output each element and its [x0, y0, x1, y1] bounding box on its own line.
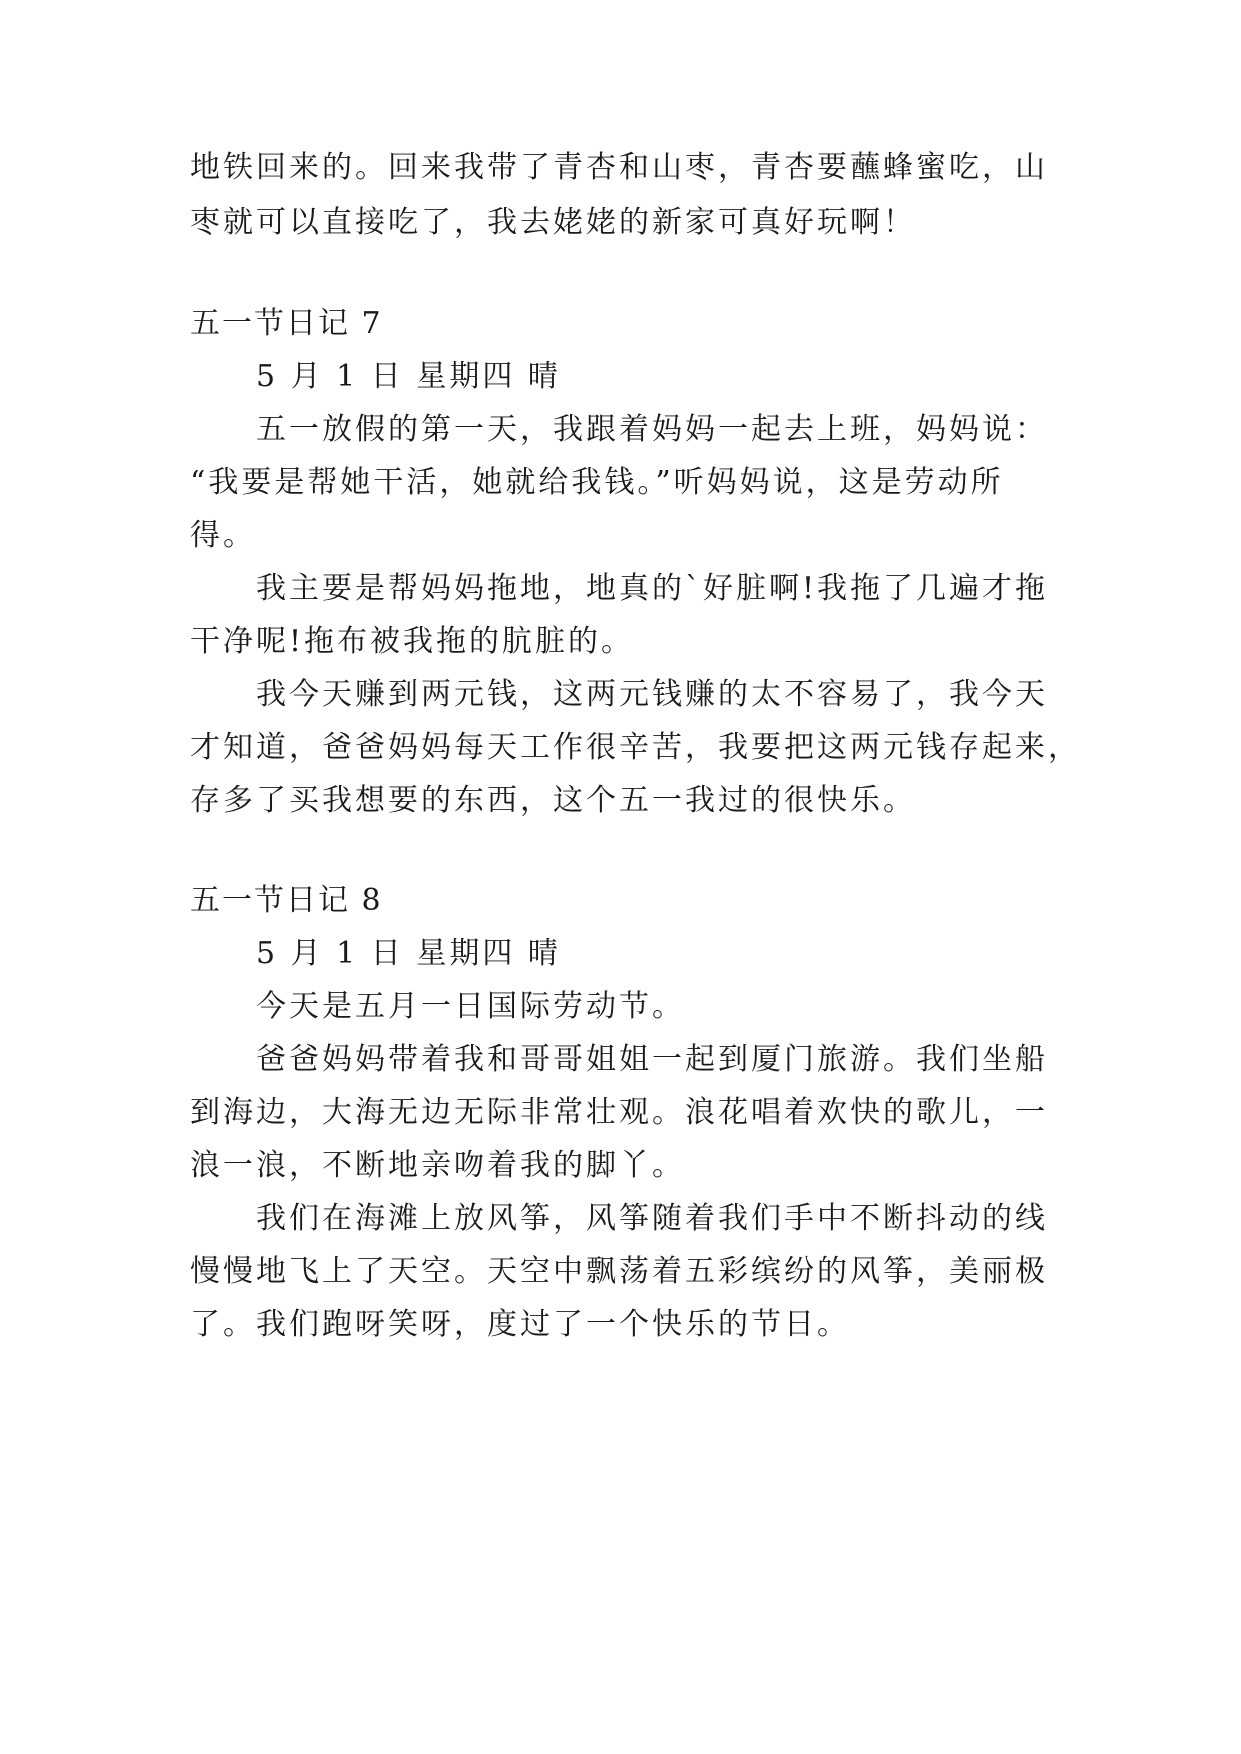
paragraph-line: 到海边，大海无边无际非常壮观。浪花唱着欢快的歌儿，一 [190, 1095, 1048, 1130]
paragraph-line: 干净呢!拖布被我拖的肮脏的。 [190, 624, 635, 659]
paragraph-line: 慢慢地飞上了天空。天空中飘荡着五彩缤纷的风筝，美丽极 [190, 1254, 1048, 1289]
diary-8-title: 五一节日记 8 [190, 883, 383, 918]
paragraph-line: 地铁回来的。回来我带了青杏和山枣，青杏要蘸蜂蜜吃，山 [190, 150, 1048, 185]
diary-7-title: 五一节日记 7 [190, 306, 383, 341]
paragraph-line: 了。我们跑呀笑呀，度过了一个快乐的节日。 [190, 1307, 850, 1342]
paragraph-line: 存多了买我想要的东西，这个五一我过的很快乐。 [190, 783, 916, 818]
paragraph-line: 今天是五月一日国际劳动节。 [256, 989, 685, 1024]
paragraph-line: 才知道，爸爸妈妈每天工作很辛苦，我要把这两元钱存起来， [190, 730, 1081, 765]
paragraph-line: 浪一浪，不断地亲吻着我的脚丫。 [190, 1148, 685, 1183]
paragraph-line: 枣就可以直接吃了，我去姥姥的新家可真好玩啊！ [190, 205, 916, 240]
paragraph-line: 得。 [190, 518, 256, 553]
paragraph-line: 我主要是帮妈妈拖地，地真的`好脏啊!我拖了几遍才拖 [256, 571, 1049, 606]
diary-7-date: 5 月 1 日 星期四 晴 [256, 359, 561, 394]
paragraph-line: 我今天赚到两元钱，这两元钱赚的太不容易了，我今天 [256, 677, 1048, 712]
paragraph-line: 爸爸妈妈带着我和哥哥姐姐一起到厦门旅游。我们坐船 [256, 1042, 1048, 1077]
diary-8-date: 5 月 1 日 星期四 晴 [256, 936, 561, 971]
paragraph-line: 五一放假的第一天，我跟着妈妈一起去上班，妈妈说： [256, 412, 1048, 447]
paragraph-line: 我们在海滩上放风筝，风筝随着我们手中不断抖动的线 [256, 1201, 1048, 1236]
paragraph-line: “我要是帮她干活，她就给我钱。”听妈妈说，这是劳动所 [190, 465, 1004, 500]
